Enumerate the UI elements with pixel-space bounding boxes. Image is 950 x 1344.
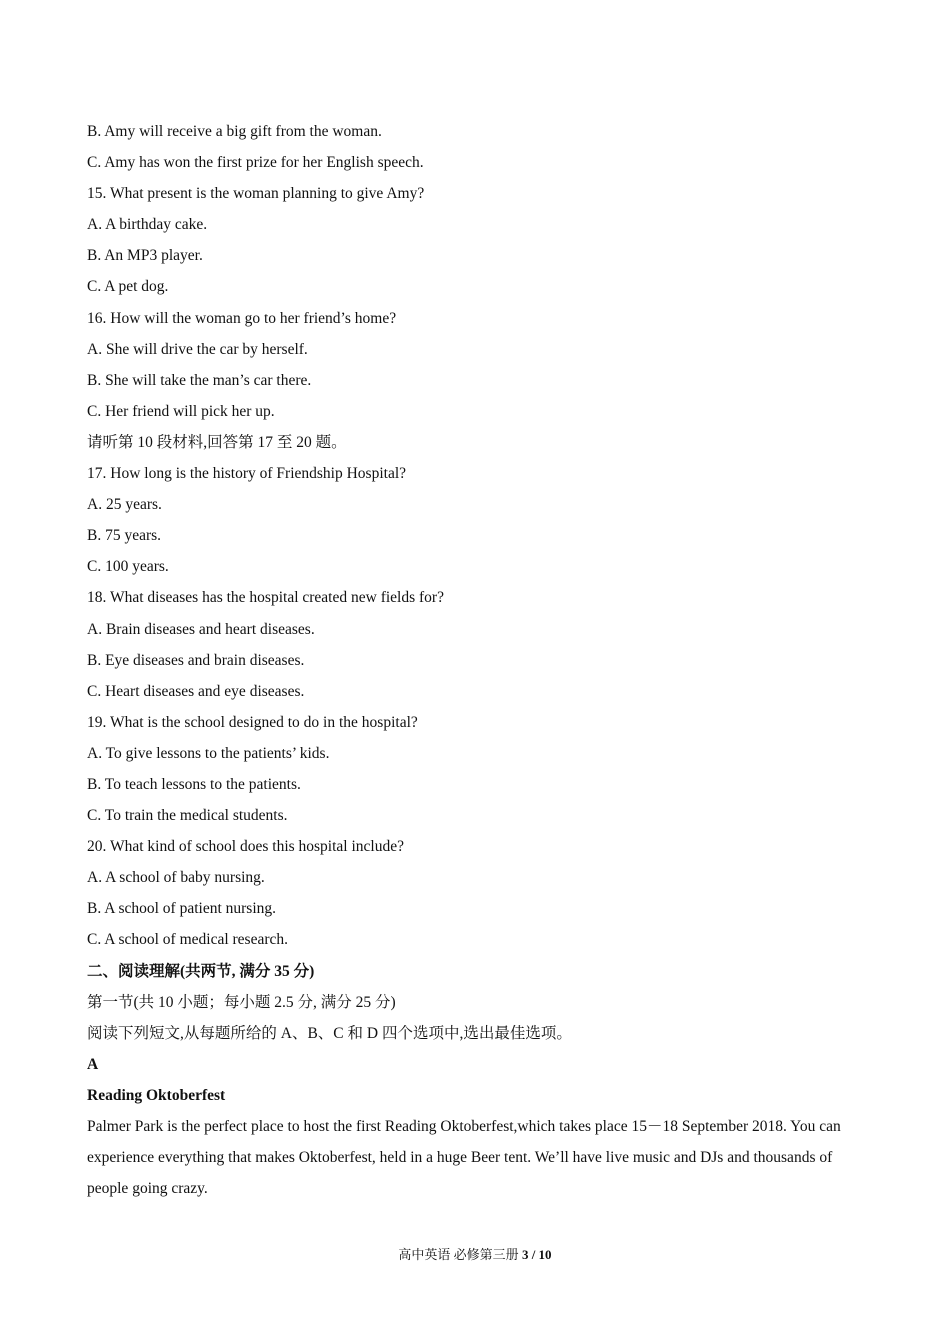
- option-14b: B. Amy will receive a big gift from the woman.: [87, 123, 382, 140]
- option-16c: C. Her friend will pick her up.: [87, 402, 275, 420]
- reading-instructions: 阅读下列短文,从每题所给的 A、B、C 和 D 四个选项中,选出最佳选项。: [87, 1024, 572, 1042]
- listening-instruction: 请听第 10 段材料,回答第 17 至 20 题。: [87, 433, 347, 451]
- question-15: 15. What present is the woman planning to give Amy?: [87, 185, 425, 203]
- question-20: 20. What kind of school does this hospital include?: [87, 838, 404, 856]
- question-18: 18. What diseases has the hospital created new fields for?: [87, 589, 444, 607]
- page-footer: [0, 1245, 950, 1265]
- option-19b: B. To teach lessons to the patients.: [87, 775, 301, 793]
- option-17a: A. 25 years.: [87, 496, 162, 514]
- page-content: [87, 116, 877, 1204]
- option-17c: C. 100 years.: [87, 558, 169, 576]
- subsection-heading: 第一节(共 10 小题；每小题 2.5 分, 满分 25 分): [87, 993, 396, 1011]
- option-20c: C. A school of medical research.: [87, 931, 289, 949]
- option-15c: C. A pet dog.: [87, 278, 169, 296]
- option-17b: B. 75 years.: [87, 527, 162, 545]
- question-17: 17. How long is the history of Friendship Hospital?: [87, 465, 407, 483]
- option-19c: C. To train the medical students.: [87, 807, 288, 825]
- option-15a: A. A birthday cake.: [87, 216, 208, 234]
- passage-paragraph: Palmer Park is the perfect place to host the first Reading Oktoberfest,which takes place 15－18 September 2018. You can experience everything that makes Oktoberfest, held in a huge Beer tent. We’ll have live music and DJs and thousands of people going crazy.: [87, 1118, 841, 1198]
- section-heading: 二、阅读理解(共两节, 满分 35 分): [87, 962, 315, 980]
- page-number: 3 / 10: [521, 1247, 552, 1262]
- question-19: 19. What is the school designed to do in the hospital?: [87, 713, 418, 731]
- option-16b: B. She will take the man’s car there.: [87, 371, 312, 389]
- option-18b: B. Eye diseases and brain diseases.: [87, 651, 305, 669]
- passage-label: A: [87, 1055, 99, 1073]
- passage-title: Reading Oktoberfest: [87, 1086, 226, 1104]
- option-19a: A. To give lessons to the patients’ kids.: [87, 744, 330, 762]
- option-18a: A. Brain diseases and heart diseases.: [87, 620, 315, 638]
- option-16a: A. She will drive the car by herself.: [87, 340, 308, 358]
- option-20a: A. A school of baby nursing.: [87, 869, 265, 887]
- footer-label: 高中英语 必修第三册: [398, 1247, 519, 1262]
- question-16: 16. How will the woman go to her friend’s home?: [87, 309, 397, 327]
- option-14c: C. Amy has won the first prize for her English speech.: [87, 154, 424, 172]
- option-15b: B. An MP3 player.: [87, 247, 203, 265]
- option-20b: B. A school of patient nursing.: [87, 900, 277, 918]
- option-18c: C. Heart diseases and eye diseases.: [87, 682, 305, 700]
